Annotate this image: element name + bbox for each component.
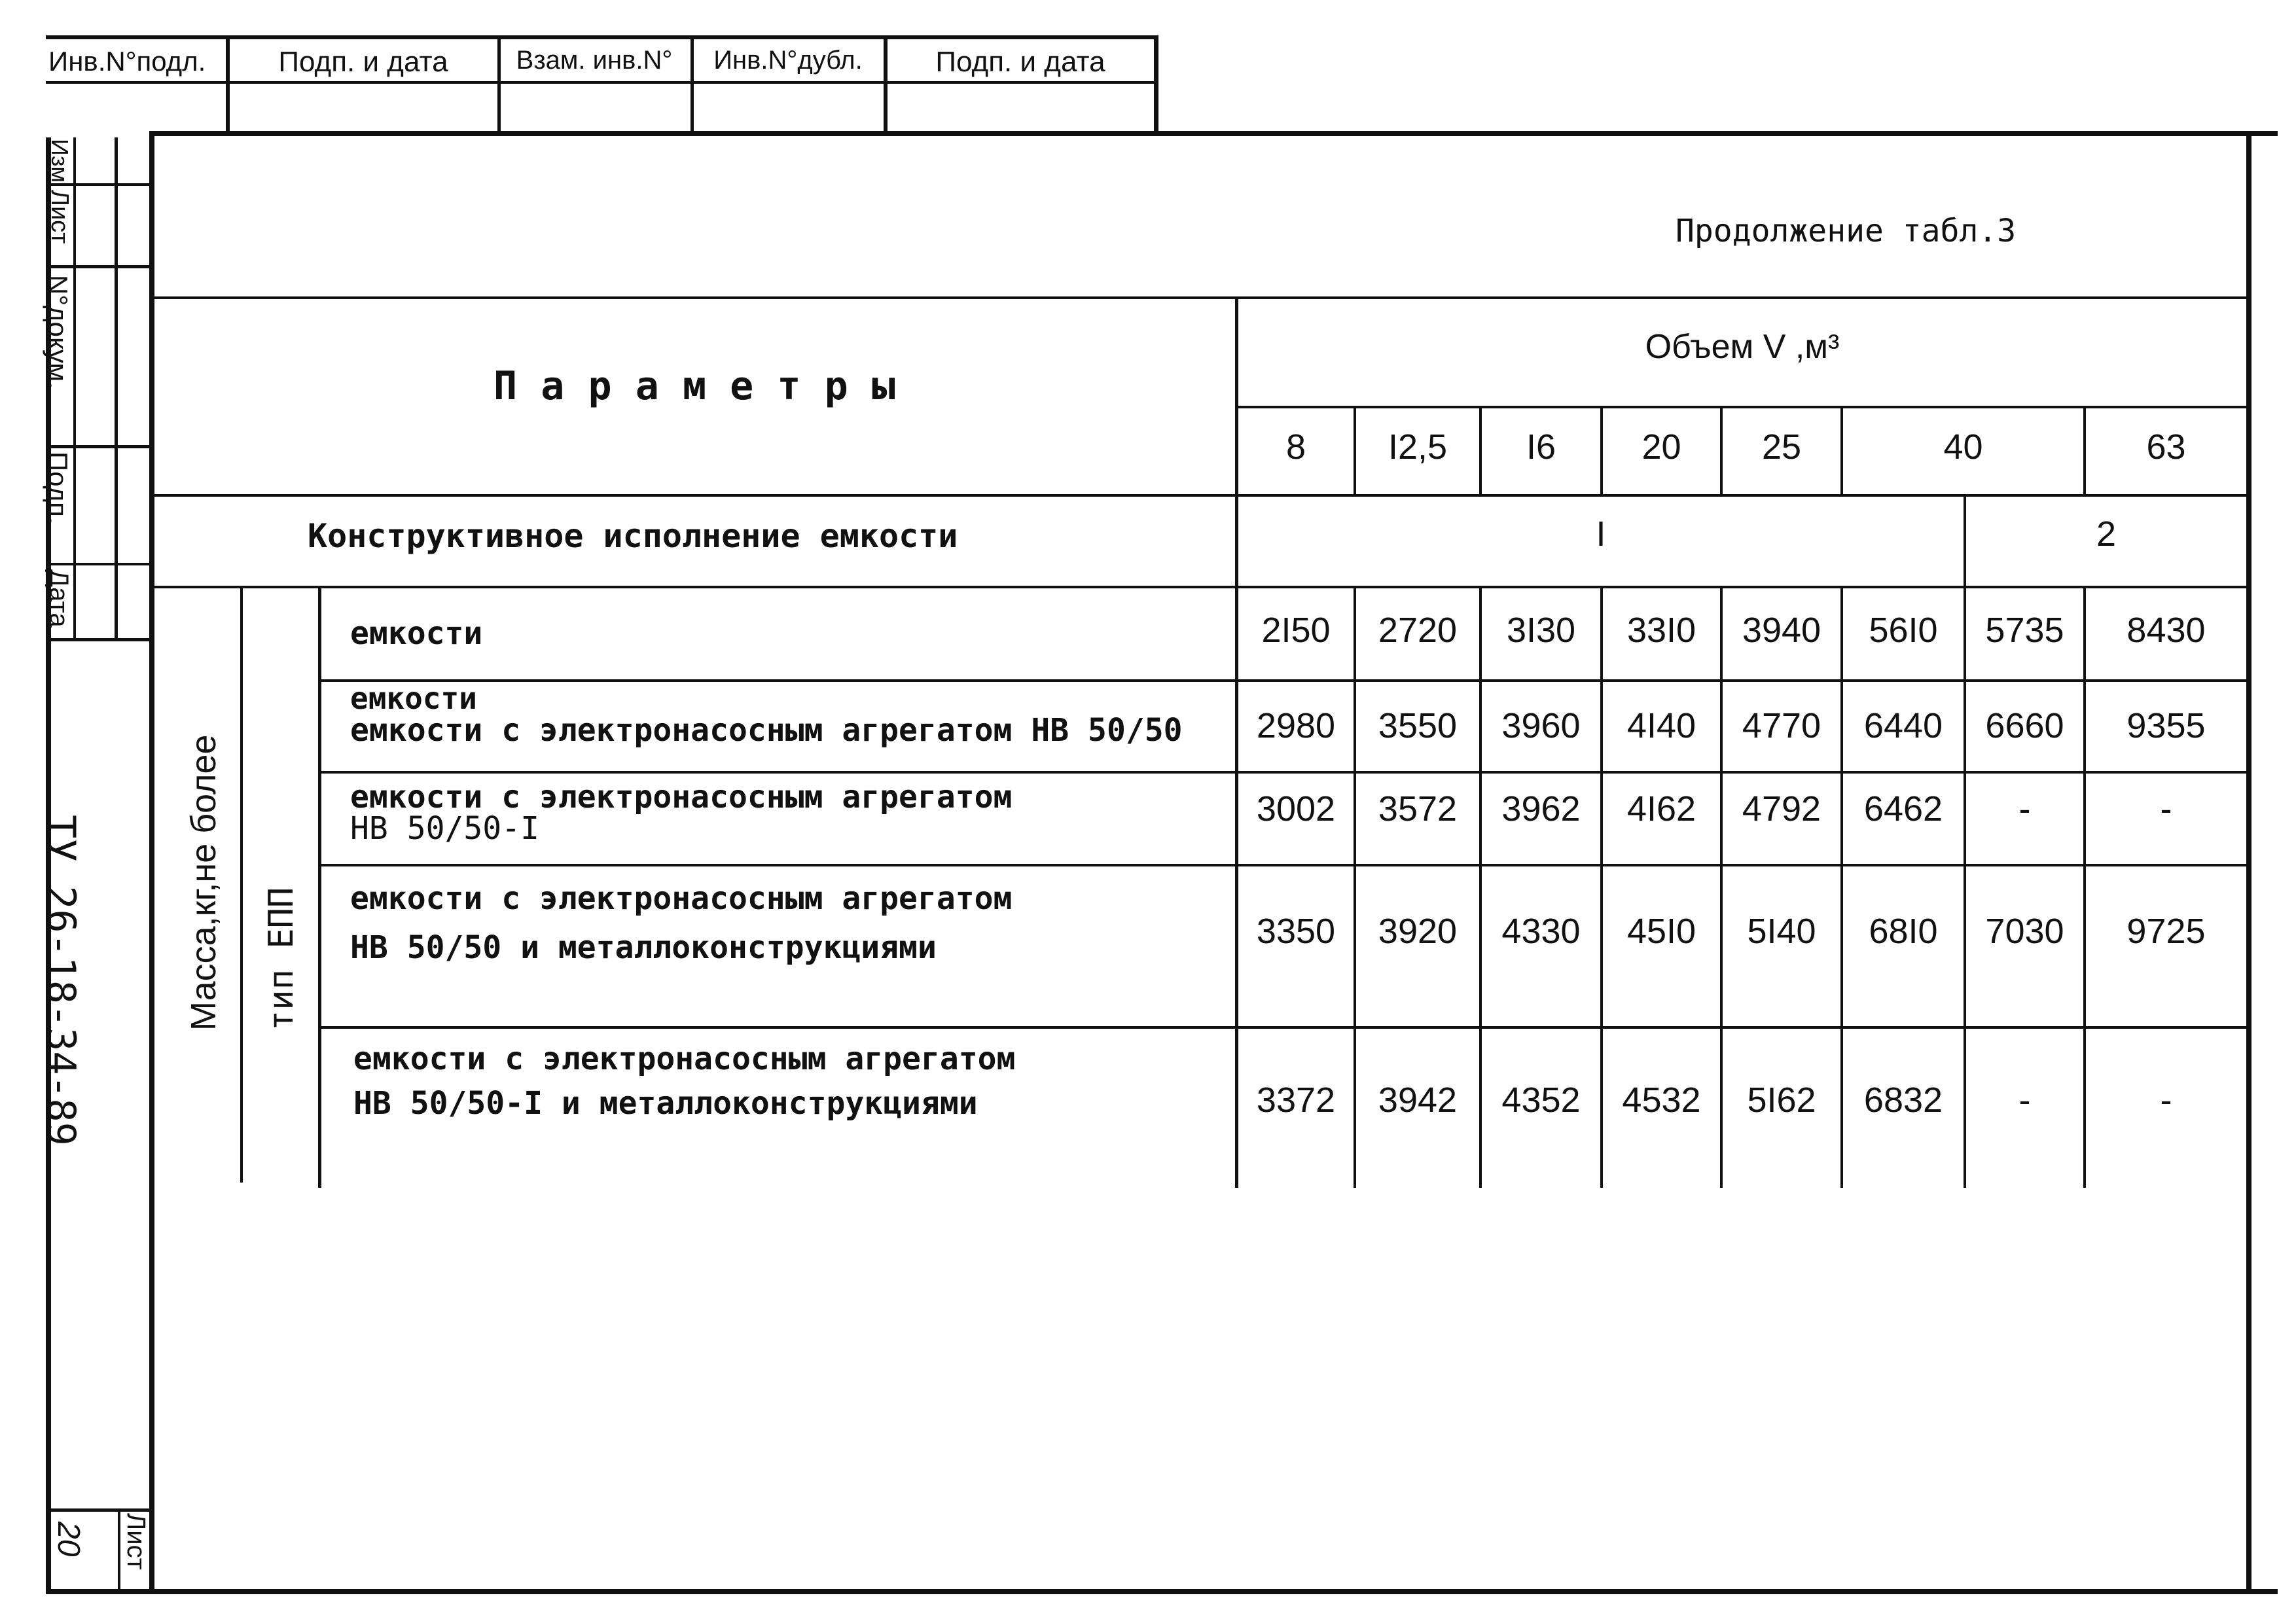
cell: 4I62 (1626, 789, 1696, 829)
cell: 3350 (1256, 912, 1336, 951)
stamp-vzam-inv: Взам. инв.N° (516, 46, 673, 75)
cell: 3550 (1378, 706, 1458, 745)
volume-12-5: I2,5 (1388, 427, 1448, 467)
cell: 3962 (1501, 789, 1581, 829)
document-designation: ТУ 26-18-34-89 (38, 815, 84, 1146)
cell: 56I0 (1869, 611, 1938, 650)
cell: 3940 (1742, 611, 1821, 650)
volume-63: 63 (2146, 427, 2186, 467)
cell: 3372 (1256, 1080, 1336, 1120)
cell: 5I62 (1747, 1080, 1816, 1120)
design-value-2: 2 (2096, 514, 2117, 554)
sheet-number: 20 (51, 1522, 86, 1557)
cell: 3942 (1378, 1080, 1458, 1120)
stamp-podp-data-1: Подп. и дата (278, 46, 448, 78)
design-label: Конструктивное исполнение емкости (308, 517, 958, 555)
stamp-podp: Подп. (43, 452, 73, 525)
cell: 4330 (1501, 912, 1581, 951)
row-label-line: НВ 50/50 и металлоконструкциями (350, 929, 937, 966)
cell: 4I40 (1626, 706, 1696, 745)
cell: 2980 (1256, 706, 1336, 745)
cell: 9725 (2126, 912, 2206, 951)
cell: 6832 (1863, 1080, 1943, 1120)
cell: 6462 (1863, 789, 1943, 829)
volume-header: Объем V ,м³ (1645, 328, 1840, 366)
cell: 8430 (2126, 611, 2206, 650)
volume-20: 20 (1641, 427, 1681, 467)
cell: 4792 (1742, 789, 1821, 829)
cell: 68I0 (1869, 912, 1938, 951)
cell: 3002 (1256, 789, 1336, 829)
params-header: П а р а м е т р ы (493, 363, 896, 409)
row-label-line: емкости с электронасосным агрегатом (350, 779, 1013, 815)
volume-40: 40 (1943, 427, 1983, 467)
cell: 5I40 (1747, 912, 1816, 951)
row-label-line: емкости с электронасосным агрегатом НВ 50/50 (350, 712, 1183, 749)
cell: - (2018, 1080, 2031, 1120)
row-label-line: емкости с электронасосным агрегатом (353, 1041, 1016, 1077)
design-value-1: I (1596, 514, 1606, 554)
row-label-line: емкости (350, 615, 483, 652)
cell: 4770 (1742, 706, 1821, 745)
cell: 6660 (1985, 706, 2064, 745)
stamp-list: Лист (46, 190, 73, 244)
cell: 3960 (1501, 706, 1581, 745)
cell: 33I0 (1626, 611, 1696, 650)
cell: 7030 (1985, 912, 2064, 951)
type-label: тип ЕПП (262, 887, 301, 1031)
cell: 45I0 (1626, 912, 1696, 951)
cell: 3920 (1378, 912, 1458, 951)
stamp-inv-dubl: Инв.N°дубл. (713, 46, 863, 75)
cell: - (2160, 789, 2172, 829)
cell: 2I50 (1261, 611, 1331, 650)
cell: - (2160, 1080, 2172, 1120)
stamp-data: Дата (45, 569, 73, 628)
volume-8: 8 (1285, 427, 1306, 467)
volume-25: 25 (1761, 427, 1802, 467)
row-label-line: емкости с электронасосным агрегатом (350, 880, 1013, 917)
cell: 2720 (1378, 611, 1458, 650)
cell: 9355 (2126, 706, 2206, 745)
stamp-izm: Изм (46, 139, 73, 183)
cell: 3I30 (1506, 611, 1576, 650)
cell: 5735 (1985, 611, 2064, 650)
sheet-label: Лист (122, 1513, 151, 1570)
cell: 4532 (1622, 1080, 1701, 1120)
cell: 6440 (1863, 706, 1943, 745)
stamp-podp-data-2: Подп. и дата (935, 46, 1105, 78)
cell: - (2018, 789, 2031, 829)
mass-label: Масса,кг,не более (184, 734, 223, 1031)
stamp-n-dokum: N°докум. (43, 275, 73, 389)
row-label-line: НВ 50/50-I (350, 810, 539, 847)
stamp-inv-podl: Инв.N°подл. (48, 46, 206, 77)
cell: 3572 (1378, 789, 1458, 829)
cell: 4352 (1501, 1080, 1581, 1120)
table-caption: Продолжение табл.3 (1676, 213, 2017, 249)
row-label-line: НВ 50/50-I и металлоконструкциями (353, 1085, 978, 1122)
row-label-line: емкости (350, 681, 477, 716)
volume-16: I6 (1526, 427, 1556, 467)
